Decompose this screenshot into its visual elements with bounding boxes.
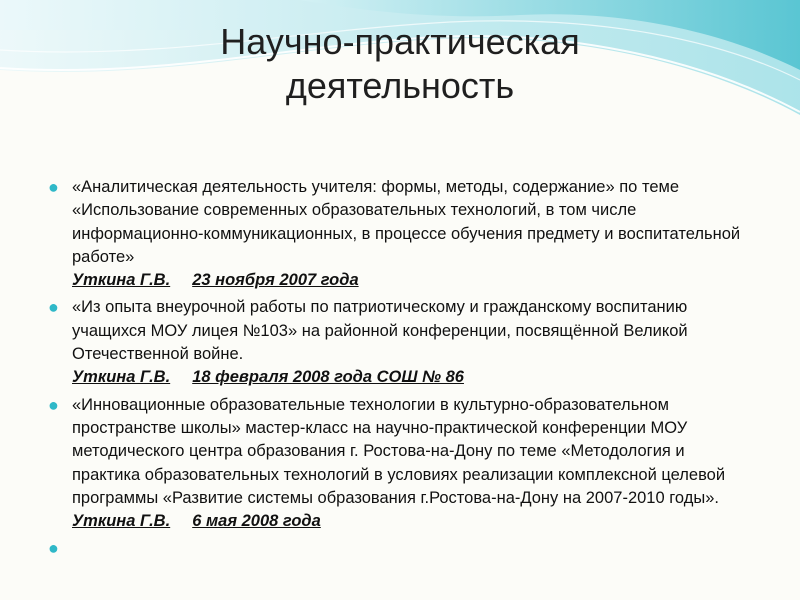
list-item xyxy=(48,394,748,534)
bullet-dot-icon: ● xyxy=(48,538,59,559)
item-author: Уткина Г.В. xyxy=(72,512,171,531)
list-item xyxy=(48,296,748,389)
item-text: «Инновационные образовательные технологии в культурно-образовательном пространстве школы» мастер-класс на научно-практической конференции МОУ методического центра образования г. Ростова-на-Дону по теме «Методология и практика образовательных технологий в условиях реализации комплексной целевой программы «Развитие системы образования г.Ростова-на-Дону на 2007-2010 годы». xyxy=(72,395,726,507)
empty-list-item xyxy=(48,537,748,560)
item-date: 6 мая 2008 года xyxy=(192,512,321,531)
item-author-line xyxy=(72,512,321,530)
item-author-line xyxy=(72,271,359,289)
bullet-dot-icon: ● xyxy=(48,177,59,197)
title-line-2: деятельность xyxy=(285,65,515,106)
list-item xyxy=(48,176,748,292)
item-date: 23 ноября 2007 года xyxy=(192,271,359,290)
item-author: Уткина Г.В. xyxy=(72,368,171,387)
bullet-list xyxy=(48,176,748,565)
item-text: «Из опыта внеурочной работы по патриотическому и гражданскому воспитанию учащихся МОУ лицея №103» на районной конференции, посвящённой Великой Отечественной войне. xyxy=(72,298,688,364)
title-line-1: Научно-практическая xyxy=(220,21,580,62)
item-date: 18 февраля 2008 года СОШ № 86 xyxy=(192,368,464,387)
bullet-dot-icon: ● xyxy=(48,297,59,318)
bullet-dot-icon: ● xyxy=(48,394,59,415)
item-text: «Аналитическая деятельность учителя: формы, методы, содержание» по теме «Использование современных образовательных технологий, в том числе информационно-коммуникационных, в процессе обучения предмету и воспитательной работе» xyxy=(72,178,741,266)
item-author-line xyxy=(72,368,464,386)
page-title xyxy=(90,20,710,108)
item-author: Уткина Г.В. xyxy=(72,271,171,290)
